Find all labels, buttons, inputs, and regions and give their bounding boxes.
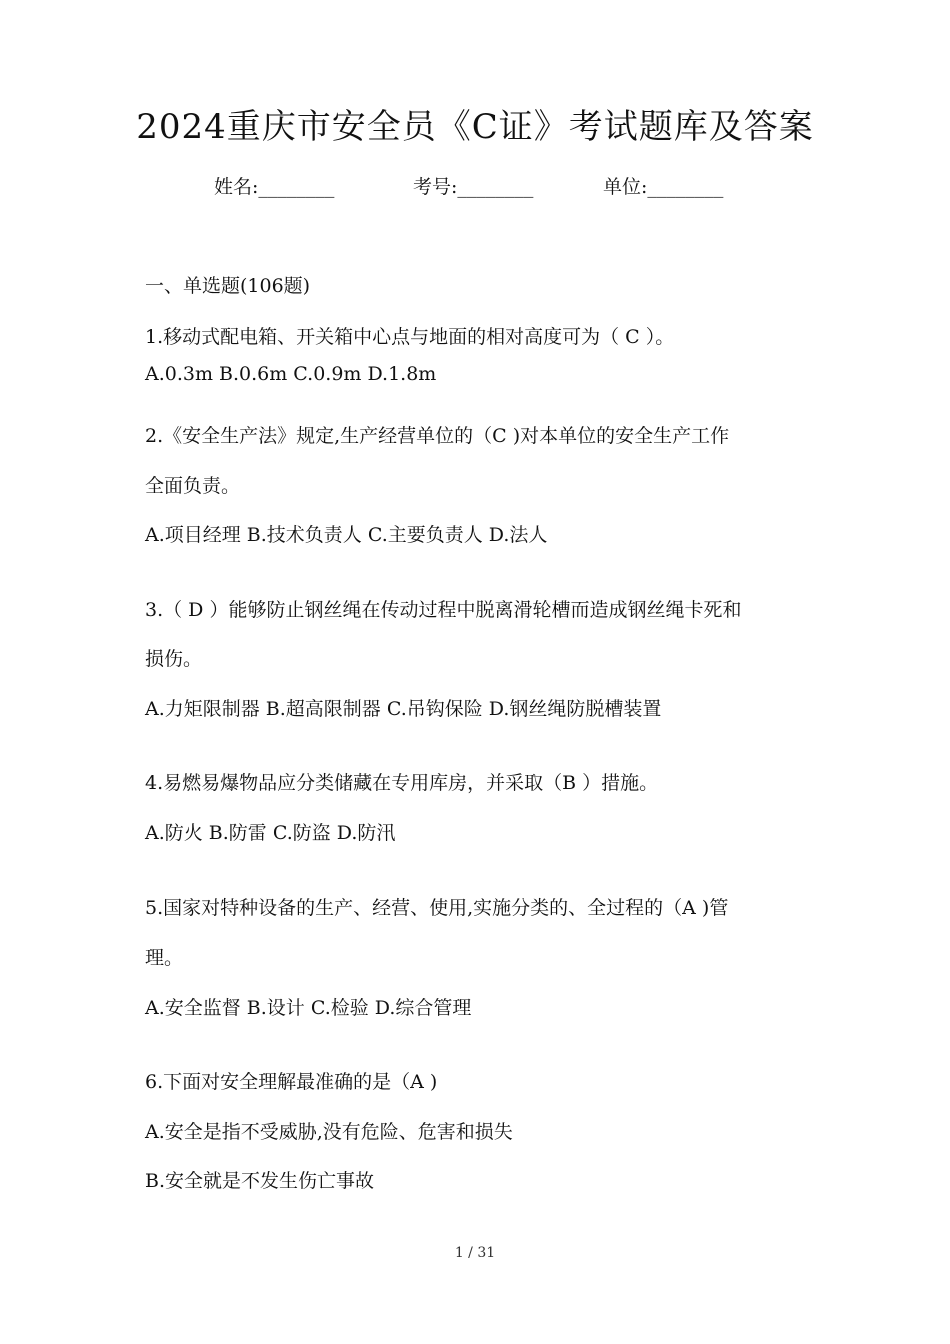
question-5-text: 5.国家对特种设备的生产、经营、使用,实施分类的、全过程的（A )管	[145, 897, 729, 919]
unit-field: 单位:________	[603, 176, 724, 198]
question-2-options: A.项目经理 B.技术负责人 C.主要负责人 D.法人	[145, 524, 548, 546]
question-5-options: A.安全监督 B.设计 C.检验 D.综合管理	[145, 997, 472, 1019]
question-3-options: A.力矩限制器 B.超高限制器 C.吊钩保险 D.钢丝绳防脱槽装置	[145, 698, 662, 720]
question-4-options: A.防火 B.防雷 C.防盗 D.防汛	[145, 822, 396, 844]
question-2-text: 2.《安全生产法》规定,生产经营单位的（C )对本单位的安全生产工作	[145, 425, 730, 447]
question-5-text-cont: 理。	[145, 947, 184, 969]
question-4-text: 4.易燃易爆物品应分类储藏在专用库房，并采取（B ）措施。	[145, 772, 659, 794]
question-6-text: 6.下面对安全理解最准确的是（A )	[145, 1071, 438, 1093]
question-1-options: A.0.3m B.0.6m C.0.9m D.1.8m	[145, 363, 437, 385]
document-title: 2024重庆市安全员《C证》考试题库及答案	[136, 107, 814, 147]
question-6-option-b: B.安全就是不发生伤亡事故	[145, 1170, 375, 1192]
question-2-text-cont: 全面负责。	[145, 475, 241, 497]
name-field: 姓名:________	[214, 176, 335, 198]
question-3-text-cont: 损伤。	[145, 648, 203, 670]
page-number: 1 / 31	[454, 1245, 496, 1261]
candidate-info-row	[0, 172, 950, 202]
question-6-option-a: A.安全是指不受威胁,没有危险、危害和损失	[145, 1121, 513, 1143]
question-1-text: 1.移动式配电箱、开关箱中心点与地面的相对高度可为（ C ）。	[145, 326, 675, 348]
exam-number-field: 考号:________	[413, 176, 534, 198]
section-heading: 一、单选题(106题)	[145, 275, 311, 297]
question-3-text: 3.（ D ）能够防止钢丝绳在传动过程中脱离滑轮槽而造成钢丝绳卡死和	[145, 599, 742, 621]
